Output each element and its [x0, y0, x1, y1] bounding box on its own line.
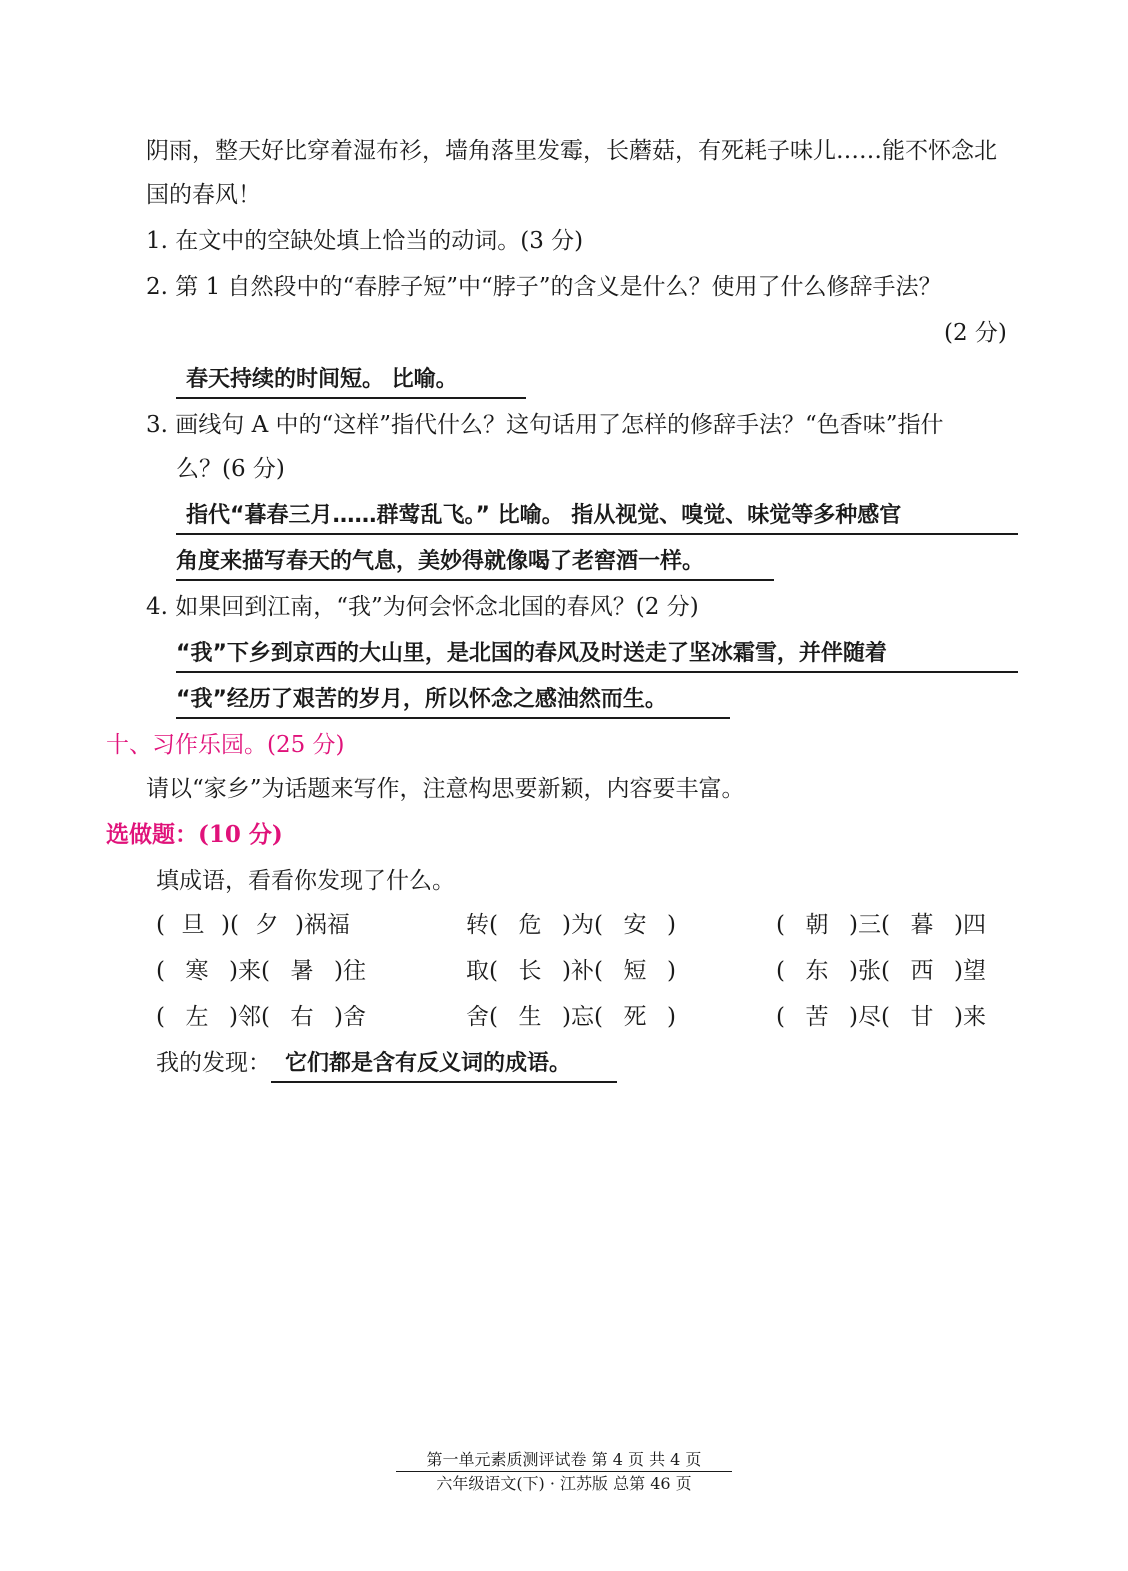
writing-heading: 十、习作乐园。(25 分)	[106, 732, 345, 758]
footer-line-2: 六年级语文(下) · 江苏版 总第 46 页	[436, 1474, 692, 1493]
discovery-label: 我的发现：	[156, 1050, 271, 1076]
footer-divider	[396, 1471, 732, 1472]
answer-text: 春天持续的时间短。 比喻。	[176, 365, 526, 399]
idiom-blank: 东	[805, 958, 829, 984]
idiom-blank: 甘	[910, 1004, 934, 1030]
idiom-text: 取	[466, 958, 489, 984]
idiom-text: 祸福	[303, 912, 350, 938]
idiom-blank: 死	[623, 1004, 647, 1030]
answer-text: “我”经历了艰苦的岁月，所以怀念之感油然而生。	[176, 685, 730, 719]
question-3-line-2: 么？(6 分)	[176, 456, 285, 482]
footer-line-1: 第一单元素质测评试卷 第 4 页 共 4 页	[426, 1450, 702, 1469]
idiom-blank: 西	[910, 958, 934, 984]
idiom-blank: 危	[518, 912, 542, 938]
answer-text: 指代“暮春三月……群莺乱飞。” 比喻。 指从视觉、嗅觉、味觉等多种感官	[176, 501, 1018, 535]
passage-line-2: 国的春风！	[146, 182, 261, 208]
question-3-answer-line-2	[176, 546, 774, 581]
idiom-3: ( 朝 )三( 暮 )四	[776, 912, 986, 938]
idiom-6: ( 东 )张( 西 )望	[776, 958, 986, 984]
idiom-7: ( 左 )邻( 右 )舍	[156, 1004, 366, 1030]
idiom-text: 为	[570, 912, 594, 938]
idiom-text: 四	[962, 912, 986, 938]
idiom-blank: 短	[623, 958, 647, 984]
idiom-text: 张	[857, 958, 881, 984]
idiom-1: ( 旦 )( 夕 )祸福	[156, 912, 350, 938]
idiom-4: ( 寒 )来( 暑 )往	[156, 958, 366, 984]
question-4-answer-line-2	[176, 684, 730, 719]
idiom-9: ( 苦 )尽( 甘 )来	[776, 1004, 986, 1030]
idiom-blank: 苦	[805, 1004, 829, 1030]
idiom-2: 转( 危 )为( 安 )	[466, 912, 676, 938]
idiom-blank: 夕	[255, 912, 279, 938]
optional-heading: 选做题：(10 分)	[106, 821, 283, 848]
idiom-text: 尽	[857, 1004, 881, 1030]
answer-text: “我”下乡到京西的大山里，是北国的春风及时送走了坚冰霜雪，并伴随着	[176, 639, 1018, 673]
idiom-text: 补	[570, 958, 594, 984]
idiom-blank: 右	[290, 1004, 314, 1030]
idiom-text: 舍	[342, 1004, 366, 1030]
idiom-blank: 长	[518, 958, 542, 984]
idiom-text: 舍	[466, 1004, 489, 1030]
question-2-score: (2 分)	[944, 320, 1007, 346]
question-4-answer-line-1	[176, 638, 1018, 673]
question-1: 1. 在文中的空缺处填上恰当的动词。(3 分)	[146, 228, 584, 254]
idiom-text: 往	[342, 958, 366, 984]
writing-prompt: 请以“家乡”为话题来写作，注意构思要新颖，内容要丰富。	[146, 776, 745, 802]
question-2-answer	[176, 364, 524, 399]
discovery-row	[156, 1048, 617, 1083]
idiom-text: 来	[237, 958, 261, 984]
idiom-text: 忘	[570, 1004, 594, 1030]
idiom-blank: 安	[623, 912, 647, 938]
idiom-blank: 旦	[181, 912, 205, 938]
idiom-blank: 生	[518, 1004, 542, 1030]
idiom-text: 邻	[237, 1004, 261, 1030]
idiom-blank: 暮	[910, 912, 934, 938]
question-3-answer-line-1	[176, 500, 1018, 535]
idiom-text: 三	[857, 912, 881, 938]
idiom-blank: 暑	[290, 958, 314, 984]
question-2: 2. 第 1 自然段中的“春脖子短”中“脖子”的含义是什么？使用了什么修辞手法？	[146, 274, 942, 300]
idiom-5: 取( 长 )补( 短 )	[466, 958, 676, 984]
idiom-blank: 寒	[185, 958, 209, 984]
idiom-text: 转	[466, 912, 489, 938]
idiom-8: 舍( 生 )忘( 死 )	[466, 1004, 676, 1030]
optional-instruction: 填成语，看看你发现了什么。	[156, 868, 455, 894]
idiom-text: 来	[962, 1004, 986, 1030]
idiom-text: 望	[962, 958, 986, 984]
idiom-blank: 左	[185, 1004, 209, 1030]
discovery-answer: 它们都是含有反义词的成语。	[271, 1049, 617, 1083]
answer-text: 角度来描写春天的气息，美妙得就像喝了老窖酒一样。	[176, 547, 774, 581]
question-3-line-1: 3. 画线句 A 中的“这样”指代什么？这句话用了怎样的修辞手法？“色香味”指什	[146, 412, 944, 438]
question-4: 4. 如果回到江南，“我”为何会怀念北国的春风？(2 分)	[146, 594, 699, 620]
idiom-blank: 朝	[805, 912, 829, 938]
passage-line-1: 阴雨，整天好比穿着湿布衫，墙角落里发霉，长蘑菇，有死耗子味儿……能不怀念北	[146, 138, 997, 164]
